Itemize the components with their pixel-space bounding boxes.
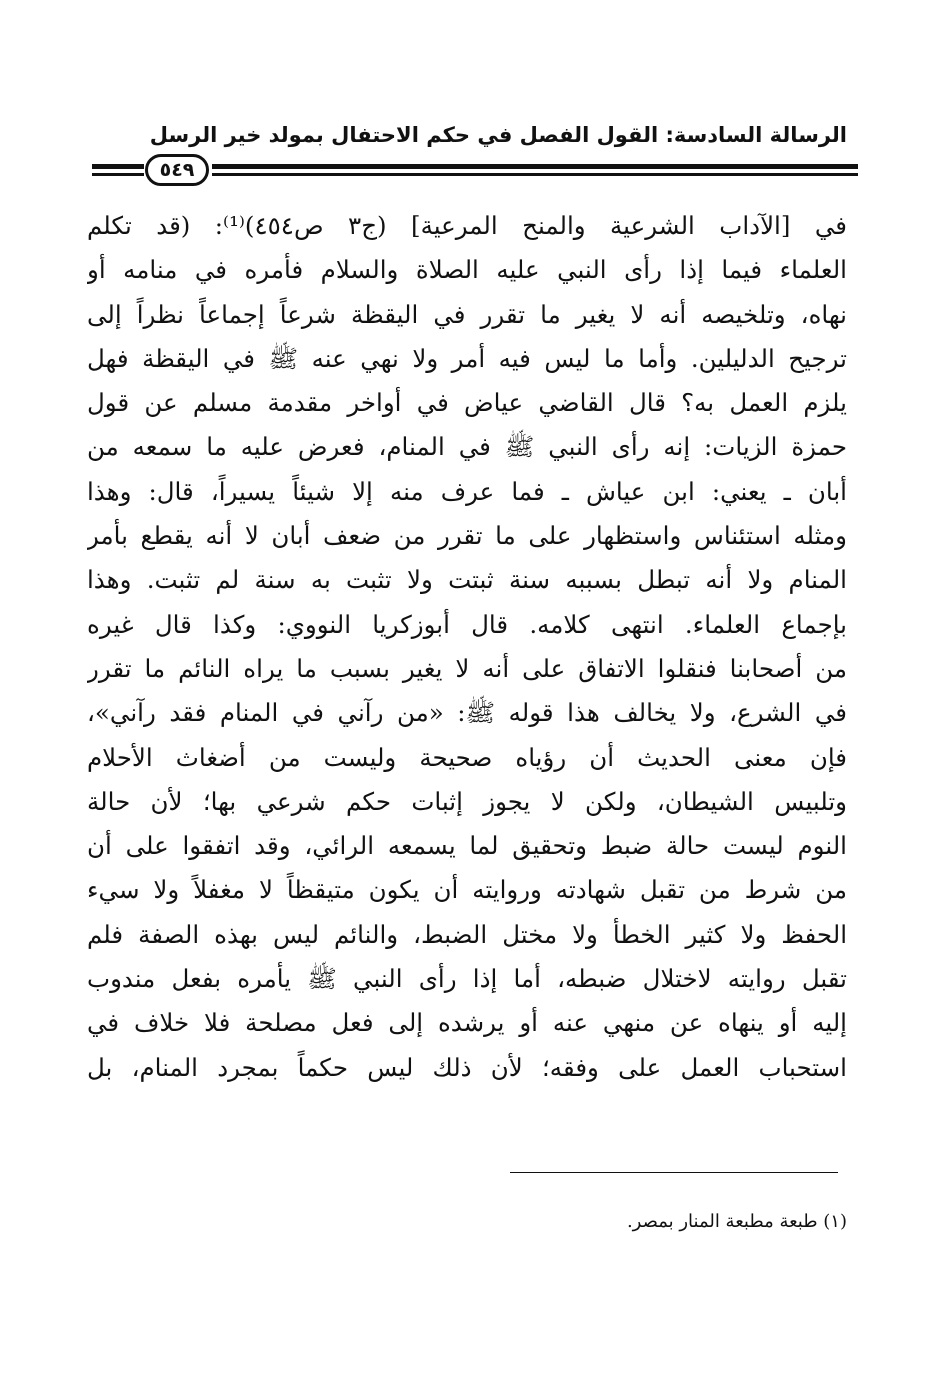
text-line: تقبل روايته لاختلال ضبطه، أما إذا رأى النبي ﷺ يأمره بفعل مندوب xyxy=(87,964,847,994)
text-line: العلماء فيما إذا رأى النبي عليه الصلاة والسلام فأمره في منامه أو xyxy=(87,255,847,285)
text-line: فإن معنى الحديث أن رؤياه صحيحة وليست من أضغاث الأحلام xyxy=(87,742,847,772)
footnote: (١) طبعة مطبعة المنار بمصر. xyxy=(626,1211,847,1232)
text-line: أبان ـ يعني: ابن عياش ـ فما عرف منه إلا شيئاً يسيراً، قال: وهذا xyxy=(87,476,847,506)
text-line: ومثله استئناس واستظهار على ما تقرر من ضعف أبان لا أنه يقطع بأمر xyxy=(87,521,847,551)
text-line: في الشرع، ولا يخالف هذا قوله ﷺ: «من رآني في المنام فقد رآني»، xyxy=(87,698,847,728)
page-number-badge: ٥٤٩ xyxy=(145,154,209,186)
main-text-block xyxy=(87,204,847,1090)
text-line: المنام ولا أنه تبطل بسببه سنة ثبتت ولا تثبت به سنة لم تثبت. وهذا xyxy=(87,565,847,595)
header-rule-right xyxy=(212,164,858,176)
text-line: إليه أو ينهاه عن منهي عنه أو يرشده إلى فعل مصلحة فلا خلاف في xyxy=(87,1008,847,1038)
header-rule-left xyxy=(92,164,144,176)
text-line: حمزة الزيات: إنه رأى النبي ﷺ في المنام، فعرض عليه ما سمعه من xyxy=(87,432,847,462)
text-line: ترجيح الدليلين. وأما ما ليس فيه أمر ولا نهي عنه ﷺ في اليقظة فهل xyxy=(87,343,847,373)
text-line: في [الآداب الشرعية والمنح المرعية] (ج٣ ص٤٥٤)⁽¹⁾: (قد تكلم xyxy=(87,211,847,240)
text-line: من أصحابنا فنقلوا الاتفاق على أنه لا يغير بسبب ما يراه النائم ما تقرر xyxy=(87,653,847,683)
text-line: نهاه، وتلخيصه أنه لا يغير ما تقرر في اليقظة شرعاً إجماعاً نظراً إلى xyxy=(87,299,847,329)
text-line: استحباب العمل على وفقه؛ لأن ذلك ليس حكماً بمجرد المنام، بل xyxy=(87,1052,847,1082)
running-header-title: الرسالة السادسة: القول الفصل في حكم الاحتفال بمولد خير الرسل xyxy=(149,123,847,147)
text-line: بإجماع العلماء. انتهى كلامه. قال أبوزكريا النووي: وكذا قال غيره xyxy=(87,609,847,639)
text-line: النوم ليست حالة ضبط وتحقيق لما يسمعه الرائي، وقد اتفقوا على أن xyxy=(87,831,847,861)
text-line: من شرط من تقبل شهادته وروايته أن يكون متيقظاً لا مغفلاً ولا سيء xyxy=(87,875,847,905)
footnote-separator xyxy=(510,1172,838,1173)
text-line: وتلبيس الشيطان، ولكن لا يجوز إثبات حكم شرعي بها؛ لأن حالة xyxy=(87,786,847,816)
text-line: يلزم العمل به؟ قال القاضي عياض في أواخر مقدمة مسلم عن قول xyxy=(87,388,847,418)
text-line: الحفظ ولا كثير الخطأ ولا مختل الضبط، والنائم ليس بهذه الصفة فلم xyxy=(87,919,847,949)
